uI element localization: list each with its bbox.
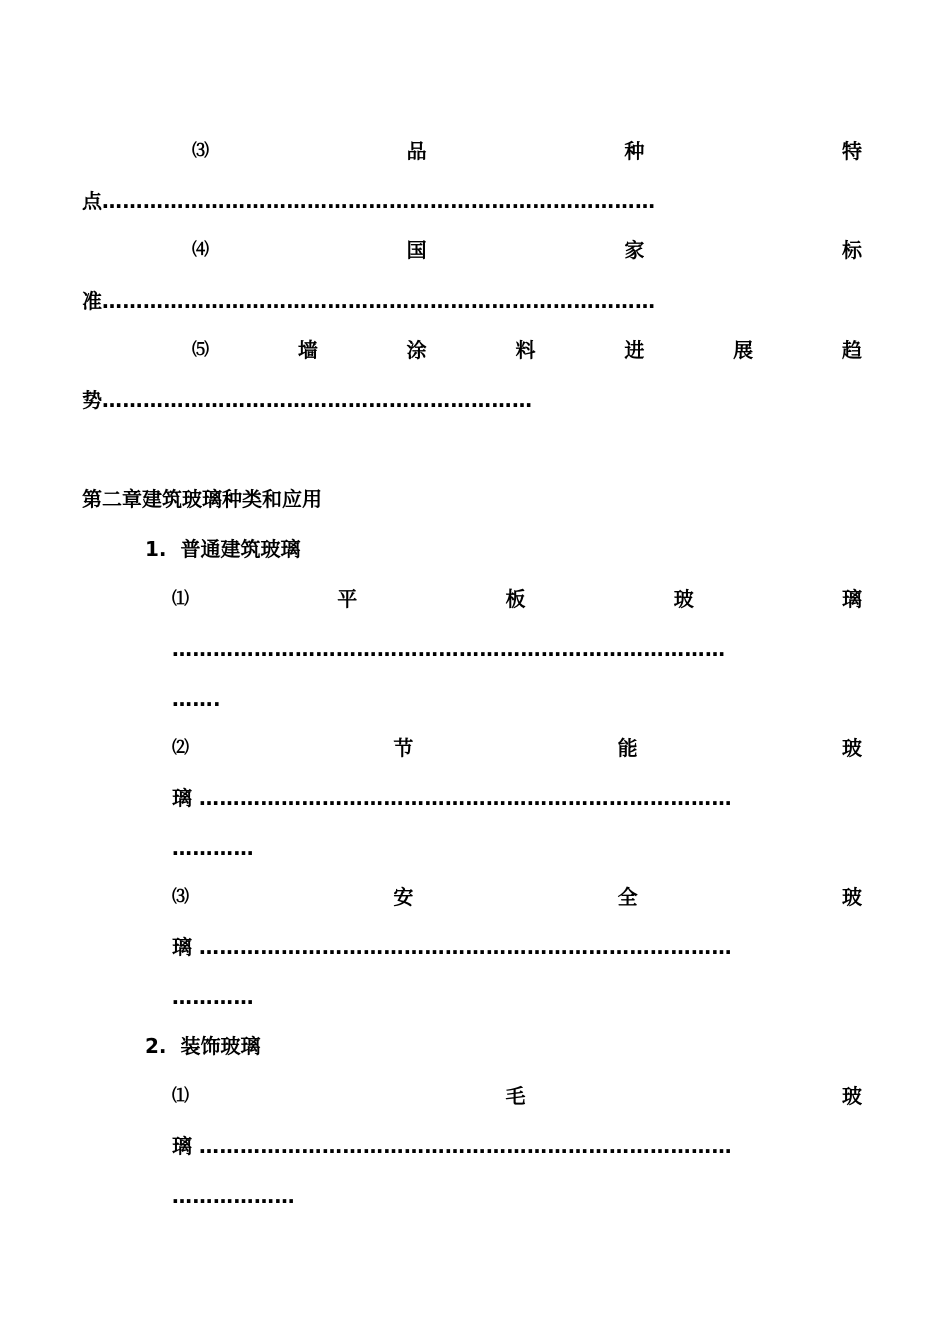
toc-item-3-char: 种 xyxy=(624,139,645,163)
toc-leader-dots: …………………………………………………………………… xyxy=(198,935,732,959)
toc-item-4-tail: 准 xyxy=(82,289,102,313)
toc-sub-1-2-number: ⑵ xyxy=(172,738,189,758)
toc-sub-1-2-row1[interactable] xyxy=(172,731,862,765)
toc-item-3-row2[interactable] xyxy=(82,184,822,218)
toc-sub-2-1-char: 毛 xyxy=(505,1084,526,1108)
toc-item-4-row1[interactable] xyxy=(192,233,862,267)
toc-sub-1-2-char: 节 xyxy=(393,736,414,760)
toc-sub-1-1-char: 璃 xyxy=(842,587,862,611)
section-1-title[interactable]: 1. 普通建筑玻璃 xyxy=(145,537,301,561)
toc-sub-2-1-row1[interactable] xyxy=(172,1079,862,1113)
toc-item-4-number: ⑷ xyxy=(192,240,209,260)
toc-item-5-char: 展 xyxy=(733,338,754,362)
toc-leader-dots: ……………………………………………………………………… xyxy=(102,289,656,313)
toc-sub-2-1-row2[interactable] xyxy=(172,1129,862,1163)
toc-leader-dots: …………………………………………………………………… xyxy=(198,786,732,810)
toc-leader-dots: ……………… xyxy=(172,1184,295,1208)
toc-sub-1-3-char: 玻 xyxy=(841,885,862,909)
toc-sub-2-1-row3[interactable] xyxy=(172,1179,372,1213)
toc-sub-1-3-number: ⑶ xyxy=(172,887,189,907)
toc-sub-1-2-row2[interactable] xyxy=(172,781,862,815)
toc-item-5-row2[interactable] xyxy=(82,383,682,417)
toc-item-5-char: 料 xyxy=(515,338,536,362)
toc-sub-1-2-char: 玻 xyxy=(841,736,862,760)
toc-sub-1-2-char: 能 xyxy=(617,736,638,760)
toc-sub-1-3-char: 全 xyxy=(617,885,638,909)
toc-item-5-row1[interactable] xyxy=(192,333,862,367)
toc-sub-1-1-row1[interactable] xyxy=(172,582,862,616)
toc-sub-1-1-row2[interactable] xyxy=(172,632,862,666)
toc-sub-2-1-tail: 璃 xyxy=(172,1134,192,1158)
toc-item-3-char: 品 xyxy=(406,139,427,163)
toc-sub-1-1-number: ⑴ xyxy=(172,589,189,609)
toc-item-4-char: 标 xyxy=(841,238,862,262)
toc-item-5-char: 墙 xyxy=(297,338,318,362)
toc-item-5-char: 趋 xyxy=(841,338,862,362)
toc-sub-1-3-char: 安 xyxy=(393,885,414,909)
chapter-2-title[interactable]: 第二章建筑玻璃种类和应用 xyxy=(82,487,322,511)
toc-sub-1-1-row3[interactable] xyxy=(172,682,372,716)
toc-leader-dots: …………………………………………………………………… xyxy=(198,1134,732,1158)
toc-sub-1-2-row3[interactable] xyxy=(172,831,372,865)
toc-leader-dots: ………… xyxy=(172,836,254,860)
section-2-title[interactable]: 2. 装饰玻璃 xyxy=(145,1034,261,1058)
toc-item-3-tail: 点 xyxy=(82,189,102,213)
toc-item-4-char: 国 xyxy=(406,238,427,262)
toc-item-5-tail: 势 xyxy=(82,388,102,412)
toc-sub-1-3-row3[interactable] xyxy=(172,980,372,1014)
toc-leader-dots: ……………………………………………………… xyxy=(102,388,533,412)
toc-sub-2-1-char: 玻 xyxy=(842,1084,862,1108)
toc-item-5-char: 涂 xyxy=(406,338,427,362)
toc-leader-dots: ……. xyxy=(172,687,222,711)
toc-sub-2-1-number: ⑴ xyxy=(172,1086,189,1106)
toc-sub-1-3-tail: 璃 xyxy=(172,935,192,959)
toc-leader-dots: ……………………………………………………………………… xyxy=(102,189,656,213)
toc-leader-dots: ……………………………………………………………………… xyxy=(172,637,726,661)
toc-item-4-char: 家 xyxy=(624,238,645,262)
toc-sub-1-3-row2[interactable] xyxy=(172,930,862,964)
toc-item-3-number: ⑶ xyxy=(192,141,209,161)
toc-item-4-row2[interactable] xyxy=(82,284,822,318)
toc-item-3-char: 特 xyxy=(841,139,862,163)
toc-sub-1-1-char: 平 xyxy=(337,587,358,611)
toc-sub-1-1-char: 板 xyxy=(505,587,526,611)
toc-item-5-char: 进 xyxy=(624,338,645,362)
toc-leader-dots: ………… xyxy=(172,985,254,1009)
toc-item-3-row1[interactable] xyxy=(192,134,862,168)
toc-sub-1-1-char: 玻 xyxy=(673,587,694,611)
toc-sub-1-2-tail: 璃 xyxy=(172,786,192,810)
toc-sub-1-3-row1[interactable] xyxy=(172,880,862,914)
toc-item-5-number: ⑸ xyxy=(192,340,209,360)
